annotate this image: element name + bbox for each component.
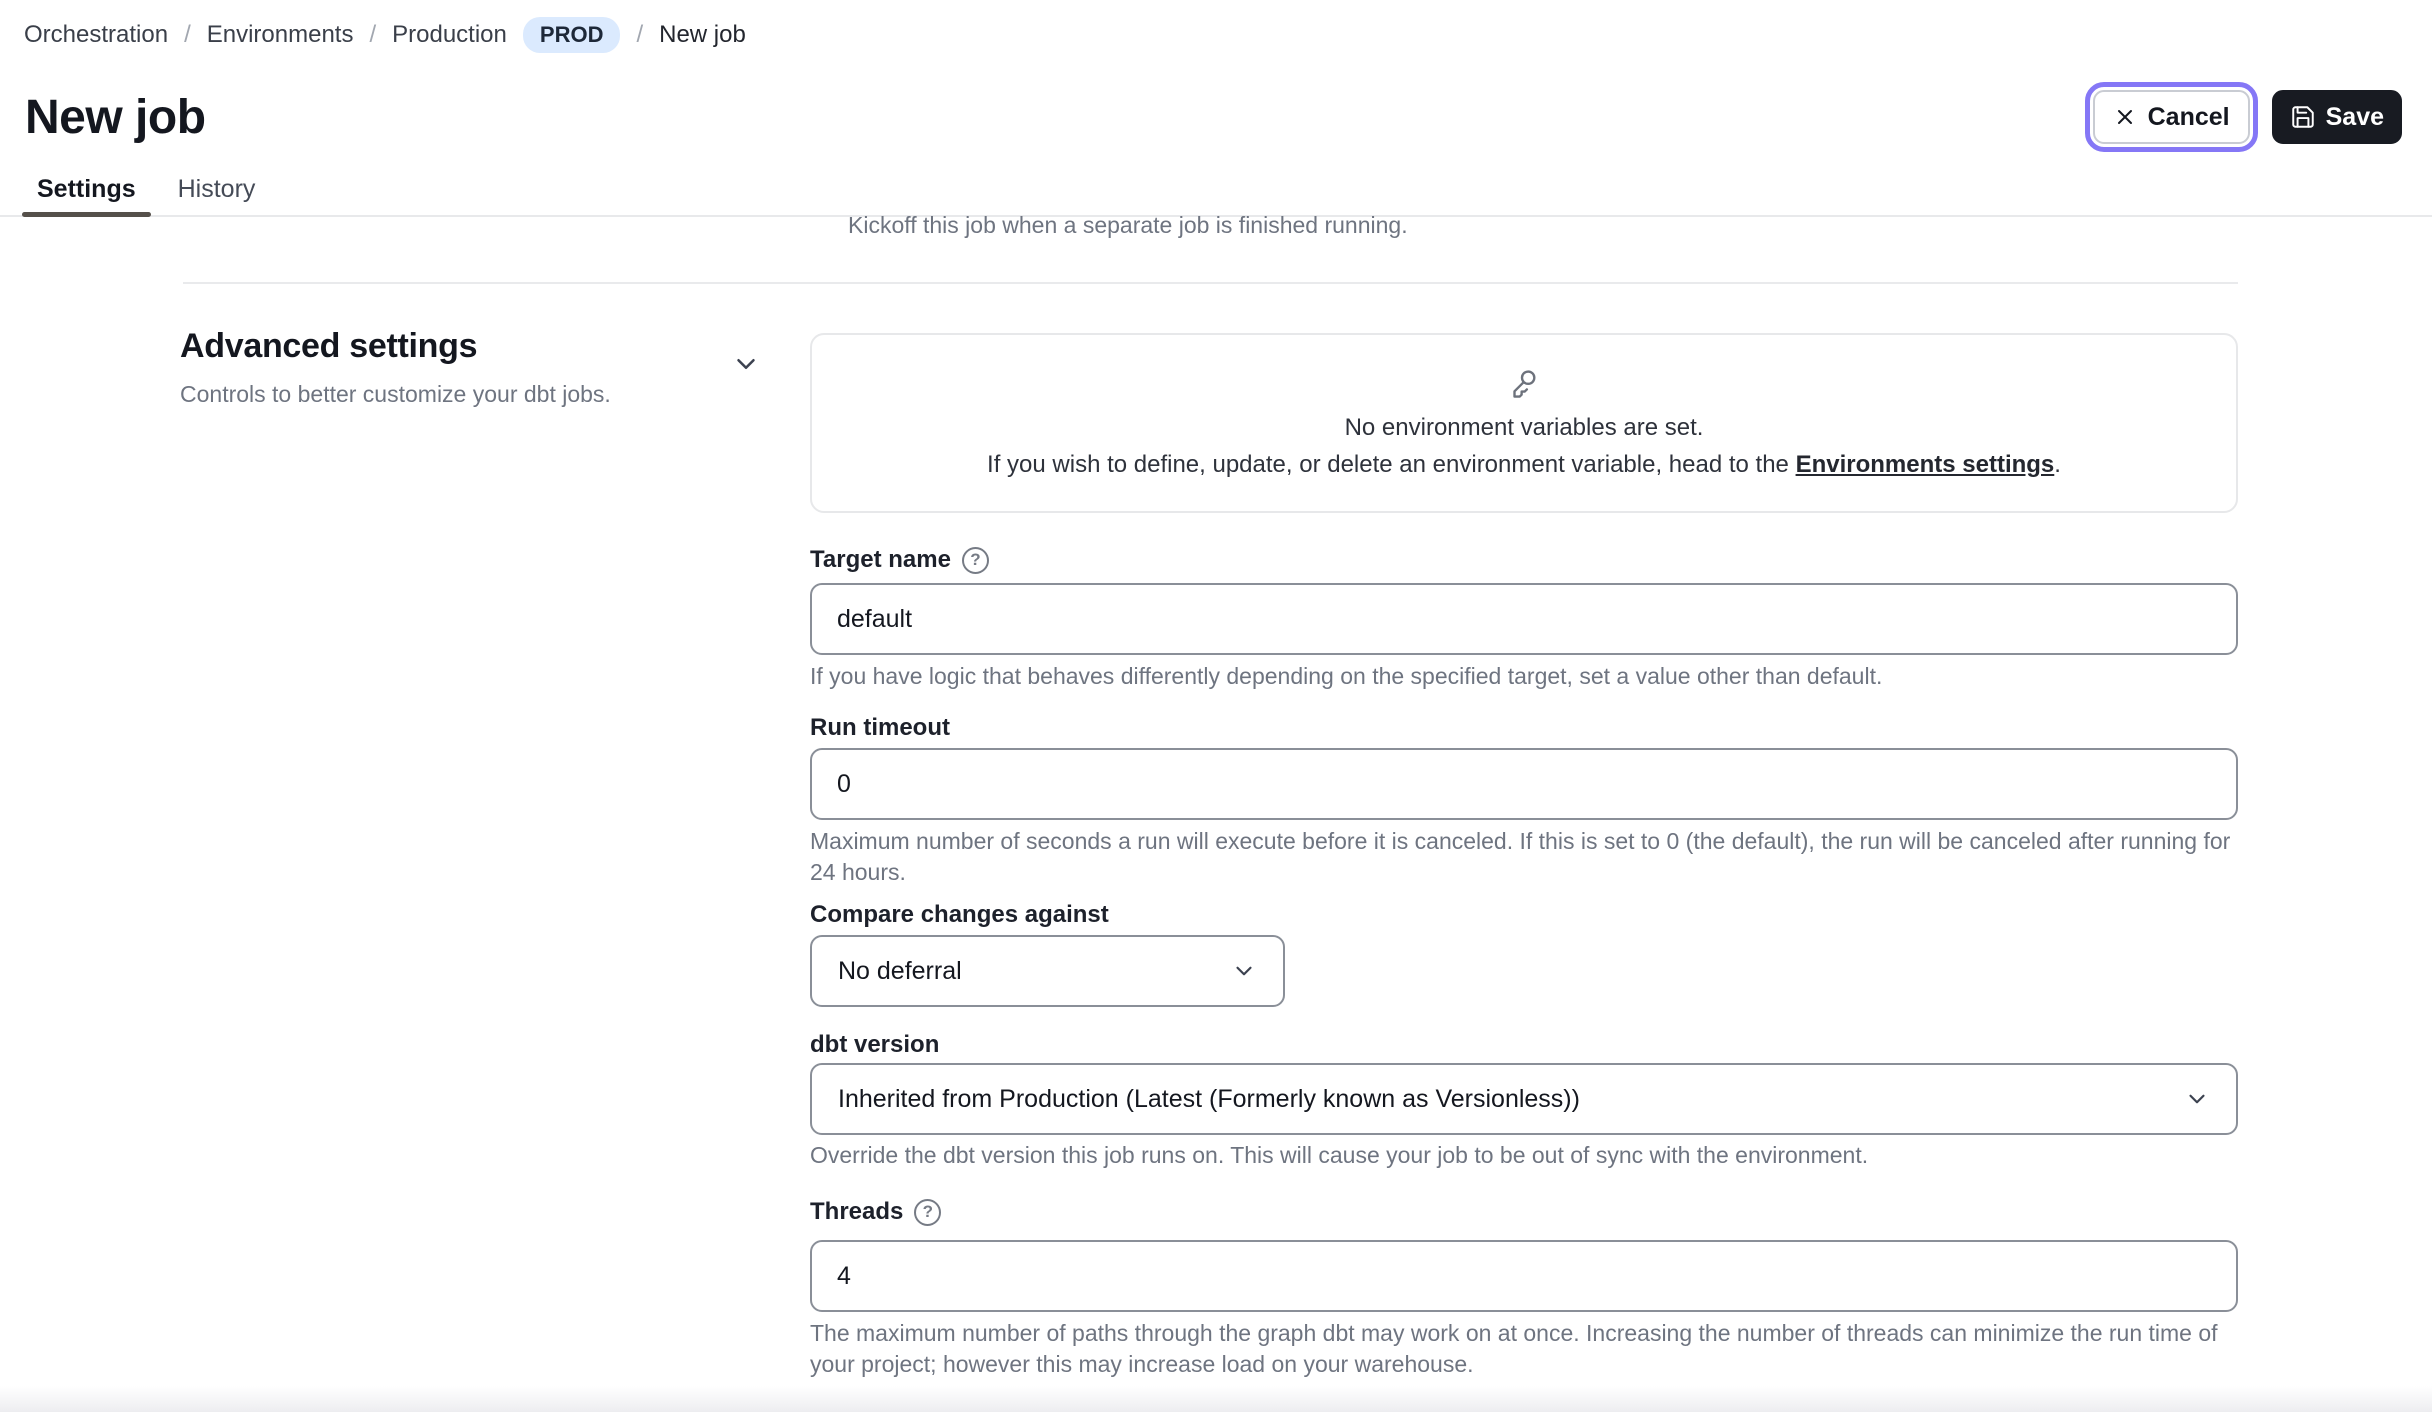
run-timeout-field [810, 748, 2238, 820]
breadcrumb-environments[interactable]: Environments [206, 21, 354, 48]
threads-input[interactable] [810, 1240, 2238, 1312]
env-vars-empty-title: No environment variables are set. [1344, 414, 1704, 441]
prod-environment-badge: PROD [523, 17, 621, 53]
advanced-settings-title: Advanced settings [180, 327, 478, 365]
header-actions [2093, 90, 2402, 144]
key-icon [1505, 367, 1543, 405]
tab-bar [0, 163, 2432, 217]
run-timeout-helper: Maximum number of seconds a run will execute before it is canceled. If this is set to 0 (the default), the run will be canceled after running for 24 hours. [810, 828, 2231, 885]
advanced-settings-form [810, 333, 2238, 1412]
dbt-version-label: dbt version [810, 1031, 940, 1058]
chevron-down-icon [1231, 958, 1257, 984]
chevron-down-icon[interactable] [731, 349, 761, 379]
help-icon[interactable]: ? [914, 1199, 941, 1226]
run-timeout-input[interactable] [810, 748, 2238, 820]
threads-label [810, 1198, 941, 1226]
breadcrumb-separator: / [636, 21, 644, 48]
target-name-label-row [810, 546, 2238, 574]
tab-settings[interactable] [22, 163, 151, 215]
tab-history[interactable] [163, 163, 271, 215]
threads-label-row [810, 1198, 2238, 1226]
env-vars-empty-panel [810, 333, 2238, 513]
dbt-version-helper: Override the dbt version this job runs on. This will cause your job to be out of sync with the environment. [810, 1142, 1869, 1168]
chevron-down-icon [2184, 1086, 2210, 1112]
section-divider [183, 282, 2238, 284]
dbt-version-label-row [810, 1031, 2238, 1059]
dbt-version-field [810, 1063, 2238, 1135]
dbt-version-select[interactable] [810, 1063, 2238, 1135]
cancel-button[interactable] [2093, 90, 2250, 144]
target-name-helper: If you have logic that behaves differently depending on the specified target, set a value other than default. [810, 663, 1883, 689]
page-title: New job [25, 91, 206, 144]
breadcrumb-separator: / [184, 21, 191, 48]
target-name-input[interactable] [810, 583, 2238, 655]
breadcrumb-current-new-job: New job [659, 21, 746, 48]
save-button[interactable] [2272, 90, 2402, 144]
env-vars-empty-body [987, 451, 2061, 479]
run-timeout-label-row [810, 714, 2238, 742]
tab-history-label: History [177, 174, 256, 203]
save-button-label: Save [2325, 102, 2384, 131]
advanced-settings-header [180, 327, 740, 408]
save-floppy-icon [2290, 104, 2316, 130]
breadcrumb-production[interactable]: Production [392, 21, 507, 48]
scroll-fade [0, 1386, 2432, 1412]
tab-settings-label: Settings [37, 174, 136, 203]
breadcrumb-separator: / [369, 21, 377, 48]
cancel-button-label: Cancel [2147, 102, 2230, 131]
advanced-settings-subtitle: Controls to better customize your dbt jobs. [180, 381, 611, 407]
breadcrumb-orchestration[interactable]: Orchestration [24, 21, 169, 48]
close-icon [2113, 105, 2137, 129]
env-vars-body-period: . [2054, 451, 2061, 478]
target-name-field [810, 583, 2238, 655]
breadcrumb [24, 12, 746, 58]
trigger-kickoff-hint: Kickoff this job when a separate job is finished running. [848, 212, 1408, 238]
compare-changes-label-row [810, 901, 2238, 929]
run-timeout-label: Run timeout [810, 714, 950, 741]
dbt-version-selected-value: Inherited from Production (Latest (Formerly known as Versionless)) [838, 1084, 1580, 1113]
target-name-label-text: Target name [810, 546, 951, 573]
compare-changes-selected-value: No deferral [838, 956, 962, 985]
compare-changes-select[interactable] [810, 935, 1285, 1007]
threads-label-text: Threads [810, 1198, 904, 1225]
env-vars-body-text: If you wish to define, update, or delete an environment variable, head to the [987, 451, 1796, 478]
help-icon[interactable]: ? [962, 547, 989, 574]
environments-settings-link[interactable]: Environments settings [1795, 451, 2055, 478]
compare-changes-label: Compare changes against [810, 901, 1109, 928]
threads-helper: The maximum number of paths through the graph dbt may work on at once. Increasing the number of threads can minimize the run time of your project; however this may increase load on your warehouse. [810, 1320, 2218, 1377]
threads-field [810, 1240, 2238, 1312]
target-name-label [810, 546, 989, 574]
compare-changes-field [810, 935, 2238, 1007]
